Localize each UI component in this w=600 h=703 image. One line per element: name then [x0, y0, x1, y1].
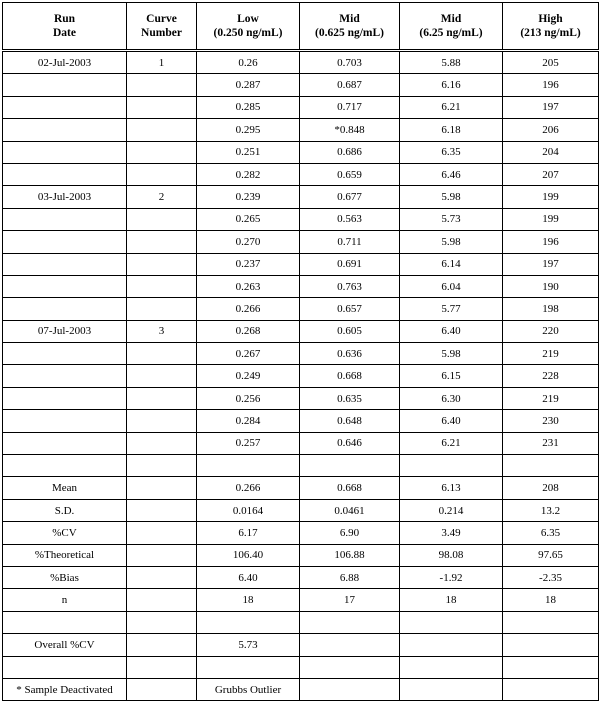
cell-high: 205	[503, 51, 599, 74]
cell-mid-high: 6.46	[400, 163, 503, 185]
cell-curve-number	[127, 589, 197, 611]
cell-mid-low: 0.646	[300, 432, 400, 454]
cell-run-date: 03-Jul-2003	[3, 186, 127, 208]
cell-low: 0.287	[197, 74, 300, 96]
table-row	[3, 567, 599, 589]
cell-high	[503, 455, 599, 477]
cell-mid-high: 6.21	[400, 96, 503, 118]
cell-curve-number	[127, 499, 197, 521]
cell-low: 0.256	[197, 387, 300, 409]
footnote-spacer	[300, 679, 400, 701]
table-row	[3, 544, 599, 566]
cell-high: 197	[503, 253, 599, 275]
cell-mid-low: 0.677	[300, 186, 400, 208]
cell-curve-number	[127, 567, 197, 589]
cell-low: 6.40	[197, 567, 300, 589]
cell-high: 219	[503, 343, 599, 365]
table-row	[3, 96, 599, 118]
table-row	[3, 253, 599, 275]
cell-low: 0.266	[197, 477, 300, 499]
cell-run-date	[3, 432, 127, 454]
cell-run-date	[3, 96, 127, 118]
cell-mid-low	[300, 611, 400, 633]
cell-mid-high: 18	[400, 589, 503, 611]
cell-mid-high: 6.18	[400, 119, 503, 141]
cell-high: 97.65	[503, 544, 599, 566]
cell-run-date: n	[3, 589, 127, 611]
cell-mid-low: 0.668	[300, 365, 400, 387]
cell-run-date	[3, 231, 127, 253]
cell-mid-high: 5.98	[400, 186, 503, 208]
cell-run-date: Overall %CV	[3, 634, 127, 656]
cell-curve-number: 3	[127, 320, 197, 342]
cell-mid-low	[300, 455, 400, 477]
cell-curve-number	[127, 656, 197, 678]
cell-curve-number	[127, 343, 197, 365]
cell-mid-low: 106.88	[300, 544, 400, 566]
table-row	[3, 119, 599, 141]
cell-mid-low: 0.0461	[300, 499, 400, 521]
cell-curve-number	[127, 387, 197, 409]
table-row	[3, 343, 599, 365]
cell-run-date	[3, 119, 127, 141]
header-row	[3, 3, 599, 51]
cell-mid-high: 6.35	[400, 141, 503, 163]
cell-mid-low: 0.648	[300, 410, 400, 432]
cell-mid-high: 6.30	[400, 387, 503, 409]
cell-high: 13.2	[503, 499, 599, 521]
cell-low: 0.284	[197, 410, 300, 432]
cell-run-date	[3, 656, 127, 678]
cell-curve-number	[127, 455, 197, 477]
cell-curve-number	[127, 410, 197, 432]
cell-mid-low: 0.763	[300, 275, 400, 297]
cell-high: 6.35	[503, 522, 599, 544]
table-row	[3, 298, 599, 320]
cell-run-date	[3, 208, 127, 230]
header-mid-high: Mid (6.25 ng/mL)	[400, 3, 503, 51]
cell-curve-number	[127, 253, 197, 275]
cell-high: 228	[503, 365, 599, 387]
cell-high: 196	[503, 74, 599, 96]
table-row	[3, 611, 599, 633]
cell-mid-low	[300, 656, 400, 678]
cell-mid-low: 0.563	[300, 208, 400, 230]
cell-mid-low: 0.691	[300, 253, 400, 275]
footnote-sample-deactivated: * Sample Deactivated	[3, 679, 127, 701]
table-row	[3, 163, 599, 185]
cell-low: 0.251	[197, 141, 300, 163]
cell-curve-number	[127, 141, 197, 163]
cell-curve-number: 1	[127, 51, 197, 74]
cell-high	[503, 656, 599, 678]
cell-curve-number	[127, 544, 197, 566]
cell-low	[197, 455, 300, 477]
cell-mid-low: 0.686	[300, 141, 400, 163]
cell-run-date	[3, 611, 127, 633]
cell-run-date	[3, 455, 127, 477]
cell-curve-number	[127, 611, 197, 633]
cell-mid-high: 6.40	[400, 410, 503, 432]
cell-curve-number	[127, 298, 197, 320]
table-row	[3, 656, 599, 678]
cell-mid-high: 6.04	[400, 275, 503, 297]
cell-low: 0.257	[197, 432, 300, 454]
cell-curve-number	[127, 477, 197, 499]
cell-high	[503, 634, 599, 656]
cell-low	[197, 611, 300, 633]
cell-curve-number	[127, 365, 197, 387]
cell-curve-number	[127, 74, 197, 96]
cell-run-date	[3, 298, 127, 320]
cell-curve-number	[127, 522, 197, 544]
cell-low	[197, 656, 300, 678]
cell-mid-high: 6.40	[400, 320, 503, 342]
footnote-spacer	[127, 679, 197, 701]
table-row	[3, 499, 599, 521]
cell-high: 199	[503, 186, 599, 208]
cell-mid-high: 6.15	[400, 365, 503, 387]
cell-mid-high	[400, 634, 503, 656]
cell-low: 6.17	[197, 522, 300, 544]
cell-mid-high: 6.13	[400, 477, 503, 499]
table-row	[3, 74, 599, 96]
table-row	[3, 51, 599, 74]
cell-low: 0.249	[197, 365, 300, 387]
cell-low: 0.266	[197, 298, 300, 320]
cell-high: 190	[503, 275, 599, 297]
cell-high: 18	[503, 589, 599, 611]
cell-curve-number	[127, 96, 197, 118]
cell-high: 231	[503, 432, 599, 454]
cell-mid-low: 6.90	[300, 522, 400, 544]
cell-curve-number	[127, 208, 197, 230]
cell-mid-high: 5.98	[400, 343, 503, 365]
cell-low: 0.270	[197, 231, 300, 253]
cell-curve-number	[127, 634, 197, 656]
cell-curve-number	[127, 119, 197, 141]
cell-mid-low	[300, 634, 400, 656]
cell-curve-number	[127, 275, 197, 297]
cell-run-date	[3, 163, 127, 185]
table-row	[3, 432, 599, 454]
cell-mid-low: 6.88	[300, 567, 400, 589]
cell-mid-high: 0.214	[400, 499, 503, 521]
header-run-date: Run Date	[3, 3, 127, 51]
table-row	[3, 186, 599, 208]
cell-mid-low: 0.635	[300, 387, 400, 409]
cell-run-date	[3, 74, 127, 96]
cell-mid-low: 0.636	[300, 343, 400, 365]
cell-mid-low: 0.657	[300, 298, 400, 320]
cell-low: 5.73	[197, 634, 300, 656]
cell-mid-low: 17	[300, 589, 400, 611]
cell-curve-number: 2	[127, 186, 197, 208]
cell-run-date	[3, 275, 127, 297]
cell-high	[503, 611, 599, 633]
table-row	[3, 208, 599, 230]
cell-low: 0.265	[197, 208, 300, 230]
cell-mid-high: -1.92	[400, 567, 503, 589]
cell-high: 197	[503, 96, 599, 118]
cell-mid-high: 5.98	[400, 231, 503, 253]
qc-results-table	[2, 2, 599, 701]
cell-run-date	[3, 387, 127, 409]
cell-run-date	[3, 410, 127, 432]
table-body	[3, 51, 599, 679]
cell-mid-low: 0.687	[300, 74, 400, 96]
cell-mid-high	[400, 656, 503, 678]
cell-mid-high	[400, 455, 503, 477]
cell-mid-low: 0.659	[300, 163, 400, 185]
cell-run-date	[3, 253, 127, 275]
table-row	[3, 387, 599, 409]
table-row	[3, 589, 599, 611]
cell-low: 106.40	[197, 544, 300, 566]
cell-high: 230	[503, 410, 599, 432]
cell-mid-low: 0.717	[300, 96, 400, 118]
cell-high: 220	[503, 320, 599, 342]
footnote-row	[3, 679, 599, 701]
cell-mid-high	[400, 611, 503, 633]
cell-mid-high: 6.21	[400, 432, 503, 454]
cell-run-date	[3, 141, 127, 163]
cell-run-date: %Bias	[3, 567, 127, 589]
header-low: Low (0.250 ng/mL)	[197, 3, 300, 51]
table-row	[3, 320, 599, 342]
cell-low: 0.0164	[197, 499, 300, 521]
cell-mid-low: 0.711	[300, 231, 400, 253]
table-row	[3, 634, 599, 656]
cell-low: 0.263	[197, 275, 300, 297]
cell-run-date: 07-Jul-2003	[3, 320, 127, 342]
cell-high: 196	[503, 231, 599, 253]
cell-low: 0.239	[197, 186, 300, 208]
cell-mid-low: 0.703	[300, 51, 400, 74]
cell-mid-high: 5.77	[400, 298, 503, 320]
cell-high: 207	[503, 163, 599, 185]
cell-mid-low: *0.848	[300, 119, 400, 141]
cell-mid-low: 0.668	[300, 477, 400, 499]
cell-mid-high: 6.16	[400, 74, 503, 96]
footnote-grubbs-outlier: Grubbs Outlier	[197, 679, 300, 701]
cell-low: 0.267	[197, 343, 300, 365]
cell-mid-high: 98.08	[400, 544, 503, 566]
cell-high: 206	[503, 119, 599, 141]
footnote-spacer	[400, 679, 503, 701]
table-row	[3, 477, 599, 499]
table-row	[3, 275, 599, 297]
table-row	[3, 522, 599, 544]
cell-high: -2.35	[503, 567, 599, 589]
cell-mid-high: 5.88	[400, 51, 503, 74]
cell-curve-number	[127, 231, 197, 253]
header-mid-low: Mid (0.625 ng/mL)	[300, 3, 400, 51]
cell-low: 0.237	[197, 253, 300, 275]
cell-mid-high: 6.14	[400, 253, 503, 275]
cell-low: 18	[197, 589, 300, 611]
cell-low: 0.268	[197, 320, 300, 342]
cell-curve-number	[127, 432, 197, 454]
header-high: High (213 ng/mL)	[503, 3, 599, 51]
cell-run-date	[3, 365, 127, 387]
cell-high: 208	[503, 477, 599, 499]
cell-high: 204	[503, 141, 599, 163]
cell-low: 0.285	[197, 96, 300, 118]
header-curve-number: Curve Number	[127, 3, 197, 51]
cell-high: 199	[503, 208, 599, 230]
table-row	[3, 365, 599, 387]
cell-curve-number	[127, 163, 197, 185]
cell-run-date: Mean	[3, 477, 127, 499]
table-row	[3, 141, 599, 163]
cell-run-date: %CV	[3, 522, 127, 544]
cell-run-date: 02-Jul-2003	[3, 51, 127, 74]
cell-high: 219	[503, 387, 599, 409]
footnote-spacer	[503, 679, 599, 701]
cell-low: 0.282	[197, 163, 300, 185]
cell-mid-high: 5.73	[400, 208, 503, 230]
table-row	[3, 231, 599, 253]
table-row	[3, 455, 599, 477]
cell-mid-low: 0.605	[300, 320, 400, 342]
cell-run-date	[3, 343, 127, 365]
table-row	[3, 410, 599, 432]
cell-run-date: S.D.	[3, 499, 127, 521]
cell-low: 0.295	[197, 119, 300, 141]
cell-high: 198	[503, 298, 599, 320]
cell-mid-high: 3.49	[400, 522, 503, 544]
cell-run-date: %Theoretical	[3, 544, 127, 566]
cell-low: 0.26	[197, 51, 300, 74]
